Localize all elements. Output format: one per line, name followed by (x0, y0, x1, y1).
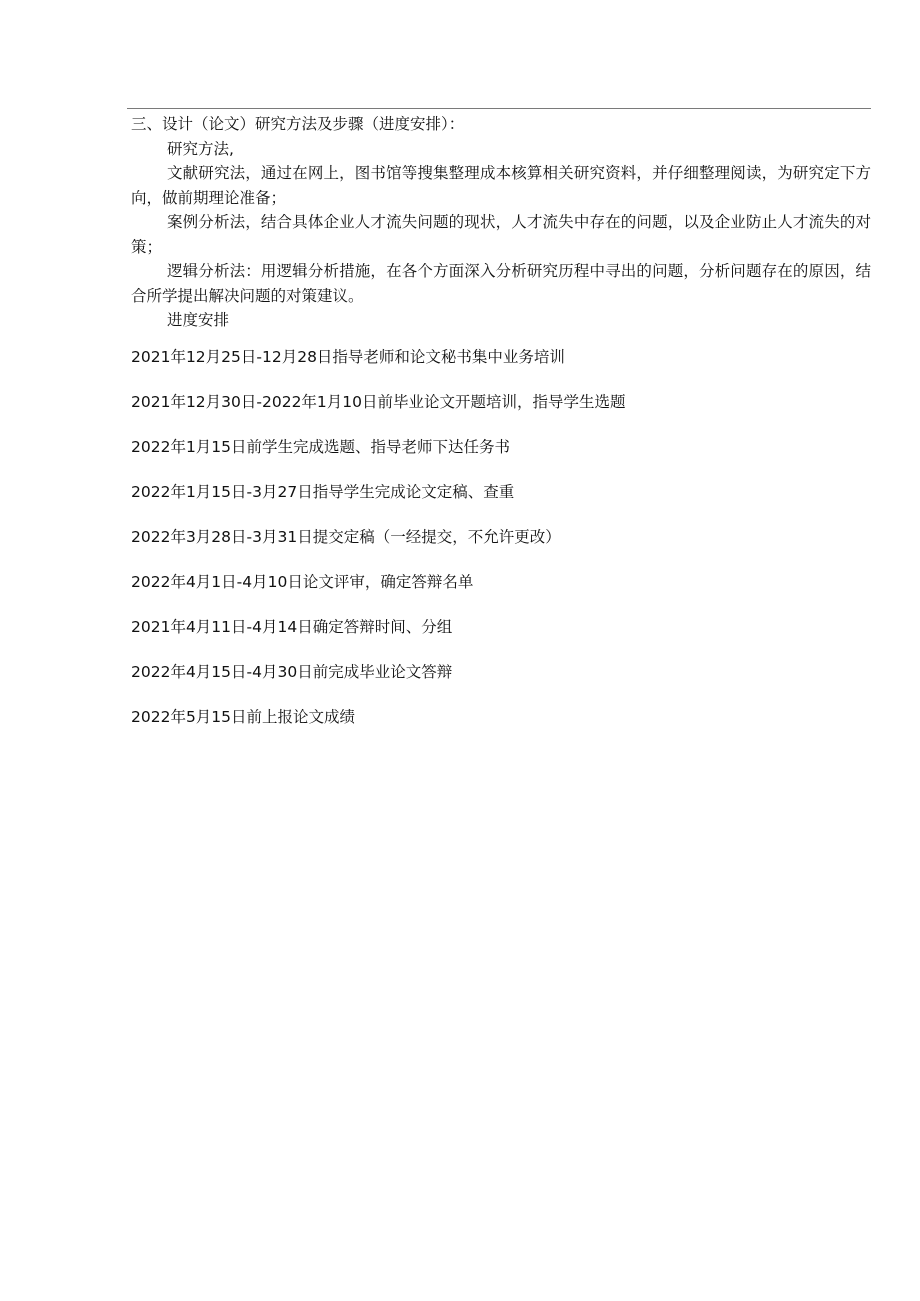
schedule-item: 2021年12月30日-2022年1月10日前毕业论文开题培训，指导学生选题 (131, 392, 626, 411)
document-body (131, 112, 871, 750)
method-logical-analysis: 逻辑分析法：用逻辑分析措施，在各个方面深入分析研究历程中寻出的问题，分析问题存在的原因，结合所学提出解决问题的对策建议。 (131, 262, 871, 305)
method-case-analysis: 案例分析法，结合具体企业人才流失问题的现状，人才流失中存在的问题，以及企业防止人才流失的对策； (131, 213, 871, 256)
schedule-item: 2022年3月28日-3月31日提交定稿（一经提交，不允许更改） (131, 527, 561, 546)
method-literature-research: 文献研究法，通过在网上，图书馆等搜集整理成本核算相关研究资料，并仔细整理阅读，为研究定下方向，做前期理论准备； (131, 164, 871, 207)
schedule-item: 2021年4月11日-4月14日确定答辩时间、分组 (131, 617, 453, 636)
methods-title: 研究方法, (167, 139, 234, 158)
schedule-item: 2022年1月15日前学生完成选题、指导老师下达任务书 (131, 437, 511, 456)
header-rule (127, 108, 871, 109)
schedule-item: 2022年4月1日-4月10日论文评审，确定答辩名单 (131, 572, 474, 591)
schedule-item: 2021年12月25日-12月28日指导老师和论文秘书集中业务培训 (131, 347, 565, 366)
schedule-item: 2022年1月15日-3月27日指导学生完成论文定稿、查重 (131, 482, 515, 501)
schedule-item: 2022年4月15日-4月30日前完成毕业论文答辩 (131, 662, 453, 681)
section-heading: 三、设计（论文）研究方法及步骤（进度安排）： (131, 115, 465, 133)
schedule-title: 进度安排 (167, 311, 230, 329)
schedule-item: 2022年5月15日前上报论文成绩 (131, 707, 356, 726)
schedule-list (131, 345, 871, 750)
